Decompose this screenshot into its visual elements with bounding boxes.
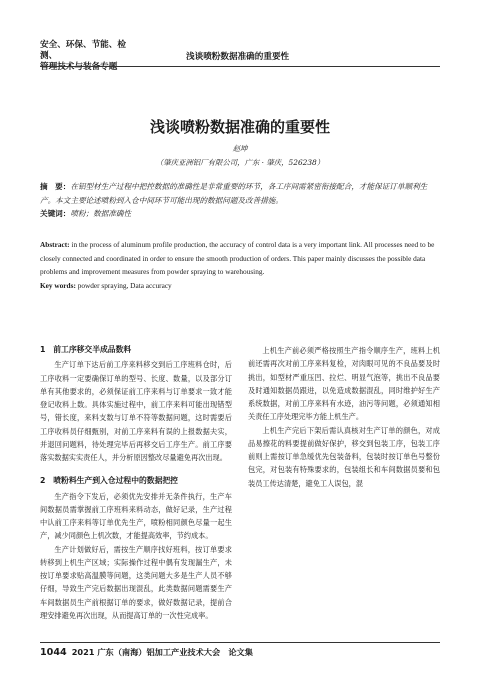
abstract-en xyxy=(40,238,440,279)
footer-rule xyxy=(40,642,440,643)
section-2-paragraph-2: 生产计划做好后，需按生产顺序找好班料，按订单要求转移到上机生产区域；实际操作过程中偶有发现漏生产，未按订单要求贴高温膜等问题，这类问题大多是生产人员不够仔细，导致生产完后数据出现混乱，此类数据问题需要生产车间数据员生产前根据订单的要求，做好数据记录，提前合理安排避免再次出现，从而提高订单的一次性完成率。 xyxy=(40,544,232,620)
section-2-paragraph-continued xyxy=(40,543,232,623)
section-2-paragraph-4: 上机生产完后下架后需认真核对生产订单的颜色，对成品易擦花的料要提前做好保护，移交到包装工序，包装工序前则上需按订单急缓优先包装备料，包装时按订单色号整份包完，对包装有特殊要求的，包装组长和车间数据员要和包装员工传达清楚，避免工人误包，混 xyxy=(248,425,440,488)
section-2-heading: 2 喷粉料生产到入仓过程中的数据把控 xyxy=(40,476,178,486)
abstract-en-text: in the process of aluminum profile production, the accuracy of control data is a very important link. All processes need to be closely connected and coordinated in order to ensure the smooth production of orders. This paper mainly discusses the possible data problems and improvement measures from powder spraying to warehousing. xyxy=(40,240,435,277)
header-rule xyxy=(40,66,440,67)
section-2-paragraph-3: 上机生产前必须严格按照生产指令顺序生产，班料上机前还需再次对前工序来料复检，对肉眼可见的不良品要及时挑出，如型材严重压凹、拉烂、明显气泡等，挑出不良品要及时通知数据员跟进，以免造成数据混乱，同时维护好生产系统数据，对前工序来料有水迹，油污等问题，必须通知相关责任工序处理完毕方能上机生产。 xyxy=(248,346,440,422)
author: 赵坤 xyxy=(232,144,248,153)
footer xyxy=(40,647,253,658)
keywords-cn xyxy=(40,208,440,219)
keywords-cn-label: 关键词： xyxy=(40,209,71,218)
journal-section-label xyxy=(40,40,140,73)
affiliation: （肇庆亚洲铝厂有限公司，广东 · 肇庆，526238） xyxy=(155,158,325,167)
section-1-paragraph: 生产订单下达后前工序来料移交到后工序班料仓时，后工序收料一定要确保订单的型号、长度、数量，以及部分订单有其他要求的，必须保证前工序来料与订单要求一致才能登记收料上数。具体实施过程中，前工序来料可能出现错型号，错长度，来料支数与订单不符等数据问题，这时需要后工序收料员仔细甄别，对前工序来料有误的上报数据夫实，并退回问题料，待处理完毕后再移交后工序生产。前工序要落实数据实实责任人，并分析原因整改尽量避免再次出现。 xyxy=(40,360,232,462)
article-title: 浅谈喷粉数据准确的重要性 xyxy=(149,118,330,136)
section-2-paragraph: 生产指令下发后，必须优先安排并无条件执行，生产车间数据员需掌握前工序班料来料动态，做好记录，生产过程中认前工序来料等订单优先生产，喷粉相同颜色尽量一起生产，减少同颜色上机次数，才能提高效率，节约成本。 xyxy=(40,491,232,541)
running-title: 浅谈喷粉数据准确的重要性 xyxy=(186,52,290,62)
proceedings-title: 2021 广东（南海）铝加工产业技术大会 论文集 xyxy=(71,647,253,657)
journal-line-1: 安全、环保、节能、检测、 xyxy=(40,40,126,61)
left-column xyxy=(40,343,232,622)
page-number: 1044 xyxy=(40,647,67,658)
abstract-cn xyxy=(40,180,440,208)
keywords-en-label: Key words: xyxy=(40,281,76,290)
keywords-cn-text: 喷粉；数据准确性 xyxy=(70,209,132,218)
section-1-heading: 1 前工序移交半成品数料 xyxy=(40,345,132,354)
abstract-cn-text: 在铝型材生产过程中把控数据的准确性是非常重要的环节，各工序间需紧密衔接配合，才能保证订单顺利生产。本文主要论述喷粉到入仓中间环节可能出现的数据问题及改善措施。 xyxy=(40,182,428,205)
keywords-en-text: powder spraying, Data accuracy xyxy=(75,281,172,290)
abstract-en-label: Abstract: xyxy=(40,240,70,249)
abstract-cn-label: 摘 要： xyxy=(40,182,71,191)
right-column xyxy=(248,344,440,490)
keywords-en xyxy=(40,281,440,290)
journal-line-2: 管理技术与装备专题 xyxy=(40,62,118,72)
